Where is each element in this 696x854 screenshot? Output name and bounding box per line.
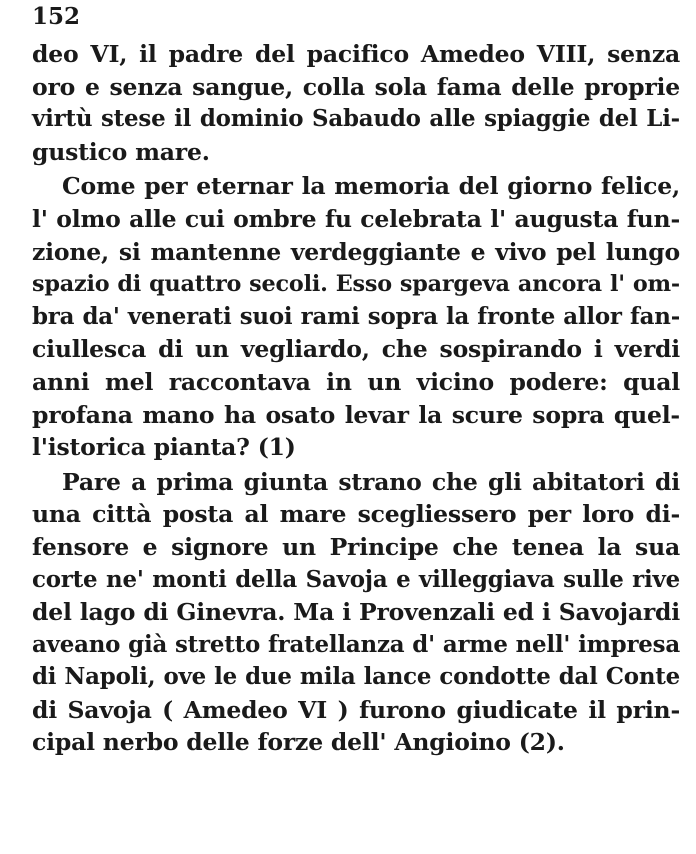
text-line: oro e senza sangue, colla sola fama delle proprie — [32, 72, 680, 101]
text-line: Pare a prima giunta strano che gli abitatori di — [62, 467, 680, 496]
text-line: Come per eternar la memoria del giorno felice, — [62, 172, 680, 201]
text-line: corte ne' monti della Savoja e villeggiava sulle rive — [32, 565, 680, 593]
paragraph-3 — [32, 466, 680, 759]
text-line: di Napoli, ove le due mila lance condotte dal Conte — [32, 663, 680, 691]
body-text — [32, 38, 680, 759]
text-line: una città posta al mare scegliessero per loro di- — [32, 500, 680, 529]
text-line: anni mel raccontava in un vicino podere: qual — [32, 367, 680, 396]
text-line: l'istorica pianta? (1) — [32, 433, 296, 462]
text-line: virtù stese il dominio Sabaudo alle spiaggie del Li- — [32, 105, 680, 133]
paragraph-1 — [32, 38, 680, 168]
text-line: del lago di Ginevra. Ma i Provenzali ed i Savojardi — [32, 598, 680, 627]
text-line: fensore e signore un Principe che tenea la sua — [32, 532, 680, 561]
text-line: profana mano ha osato levar la scure sopra quel- — [32, 400, 680, 429]
text-line: di Savoja ( Amedeo VI ) furono giudicate il prin- — [32, 695, 680, 724]
text-line: aveano già stretto fratellanza d' arme nell' impresa — [32, 630, 680, 658]
text-line: gustico mare. — [32, 137, 210, 166]
text-line: l' olmo alle cui ombre fu celebrata l' augusta fun- — [32, 204, 680, 233]
text-line: spazio di quattro secoli. Esso spargeva ancora l' om- — [32, 271, 680, 298]
text-line: cipal nerbo delle forze dell' Angioino (2). — [32, 728, 565, 757]
text-line: deo VI, il padre del pacifico Amedeo VIII, senza — [32, 40, 680, 68]
paragraph-2 — [32, 170, 680, 463]
text-line: zione, si mantenne verdeggiante e vivo pel lungo — [32, 237, 680, 266]
page-number: 152 — [32, 3, 81, 30]
text-line: ciullesca di un vegliardo, che sospirando i verdi — [32, 335, 680, 364]
text-line: bra da' venerati suoi rami sopra la fronte allor fan- — [32, 302, 680, 330]
